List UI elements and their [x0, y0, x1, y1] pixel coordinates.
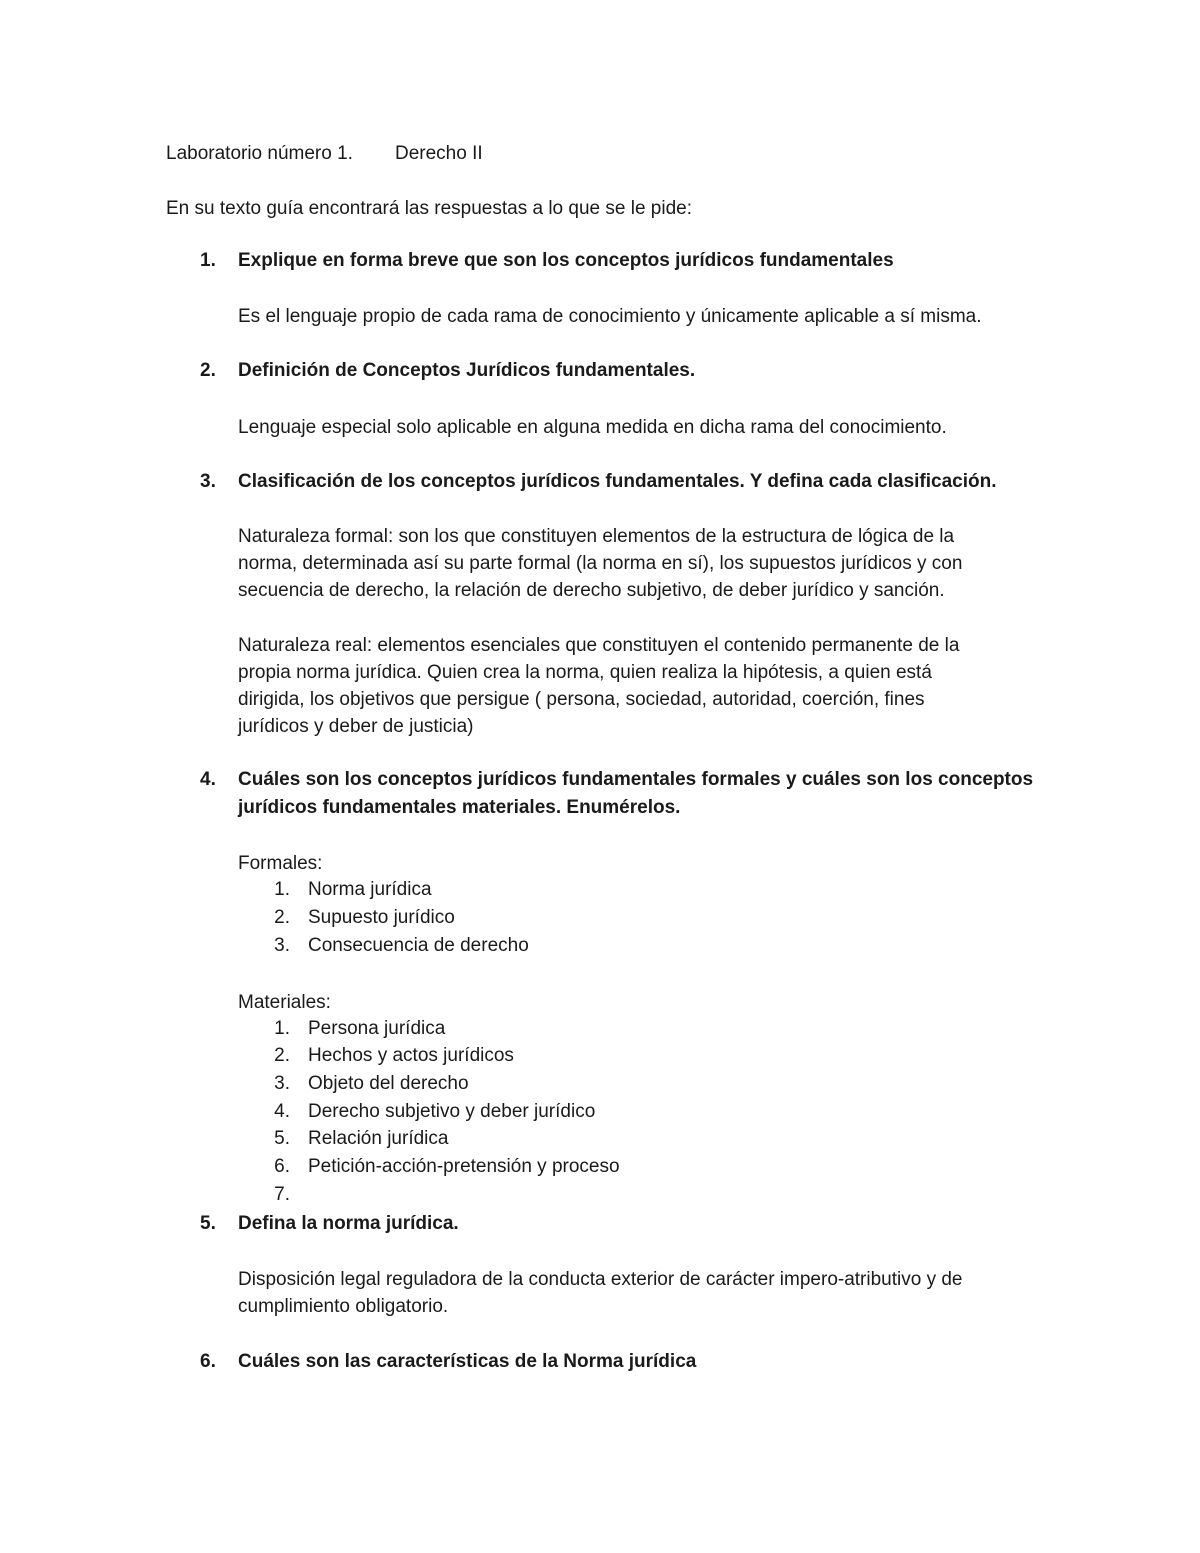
- document-title: Laboratorio número 1.: [166, 143, 353, 164]
- materiales-item-6: Petición-acción-pretensión y proceso: [308, 1156, 620, 1177]
- formales-item-3-number: 3.: [274, 935, 290, 956]
- question-4-text-line-1: Cuáles son los conceptos jurídicos fundamentales formales y cuáles son los conceptos: [238, 769, 1034, 790]
- question-6-text: Cuáles son las características de la Norma jurídica: [238, 1351, 697, 1372]
- question-1-text: Explique en forma breve que son los conceptos jurídicos fundamentales: [238, 250, 894, 271]
- materiales-item-5-number: 5.: [274, 1128, 290, 1149]
- materiales-label: Materiales:: [238, 992, 331, 1013]
- materiales-item-3-number: 3.: [274, 1073, 290, 1094]
- materiales-item-4: Derecho subjetivo y deber jurídico: [308, 1101, 596, 1122]
- question-5-number: 5.: [200, 1213, 216, 1234]
- answer-5-line-1: Disposición legal reguladora de la conducta exterior de carácter impero-atributivo y de: [238, 1269, 963, 1290]
- question-4-text-line-2: jurídicos fundamentales materiales. Enumérelos.: [238, 797, 681, 818]
- answer-3-formal-line-3: secuencia de derecho, la relación de derecho subjetivo, de deber jurídico y sanción.: [238, 580, 945, 601]
- materiales-item-2-number: 2.: [274, 1045, 290, 1066]
- materiales-item-7-number: 7.: [274, 1184, 290, 1205]
- intro-text: En su texto guía encontrará las respuestas a lo que se le pide:: [166, 198, 692, 219]
- question-1-number: 1.: [200, 250, 216, 271]
- materiales-item-5: Relación jurídica: [308, 1128, 449, 1149]
- answer-3-formal-line-1: Naturaleza formal: son los que constituyen elementos de la estructura de lógica de la: [238, 526, 955, 547]
- materiales-item-2: Hechos y actos jurídicos: [308, 1045, 514, 1066]
- materiales-item-6-number: 6.: [274, 1156, 290, 1177]
- materiales-item-4-number: 4.: [274, 1101, 290, 1122]
- question-3-number: 3.: [200, 471, 216, 492]
- formales-item-3: Consecuencia de derecho: [308, 935, 529, 956]
- answer-3-real-line-2: propia norma jurídica. Quien crea la norma, quien realiza la hipótesis, a quien está: [238, 662, 932, 683]
- answer-3-formal-line-2: norma, determinada así su parte formal (la norma en sí), los supuestos jurídicos y con: [238, 553, 963, 574]
- answer-3-real-line-1: Naturaleza real: elementos esenciales que constituyen el contenido permanente de la: [238, 635, 960, 656]
- course-name: Derecho II: [395, 143, 483, 164]
- answer-3-real-line-4: jurídicos y deber de justicia): [238, 716, 474, 737]
- question-6-number: 6.: [200, 1351, 216, 1372]
- formales-item-2: Supuesto jurídico: [308, 907, 455, 928]
- materiales-item-1-number: 1.: [274, 1018, 290, 1039]
- answer-5-line-2: cumplimiento obligatorio.: [238, 1296, 449, 1317]
- materiales-item-3: Objeto del derecho: [308, 1073, 469, 1094]
- question-3-text: Clasificación de los conceptos jurídicos fundamentales. Y defina cada clasificación.: [238, 471, 997, 492]
- question-5-text: Defina la norma jurídica.: [238, 1213, 459, 1234]
- answer-1-line-1: Es el lenguaje propio de cada rama de conocimiento y únicamente aplicable a sí misma.: [238, 306, 982, 327]
- answer-2-line-1: Lenguaje especial solo aplicable en alguna medida en dicha rama del conocimiento.: [238, 417, 947, 438]
- formales-item-2-number: 2.: [274, 907, 290, 928]
- question-2-number: 2.: [200, 360, 216, 381]
- answer-3-real-line-3: dirigida, los objetivos que persigue ( persona, sociedad, autoridad, coerción, fines: [238, 689, 925, 710]
- formales-item-1: Norma jurídica: [308, 879, 432, 900]
- formales-item-1-number: 1.: [274, 879, 290, 900]
- formales-label: Formales:: [238, 853, 323, 874]
- materiales-item-1: Persona jurídica: [308, 1018, 446, 1039]
- question-4-number: 4.: [200, 769, 216, 790]
- question-2-text: Definición de Conceptos Jurídicos fundamentales.: [238, 360, 696, 381]
